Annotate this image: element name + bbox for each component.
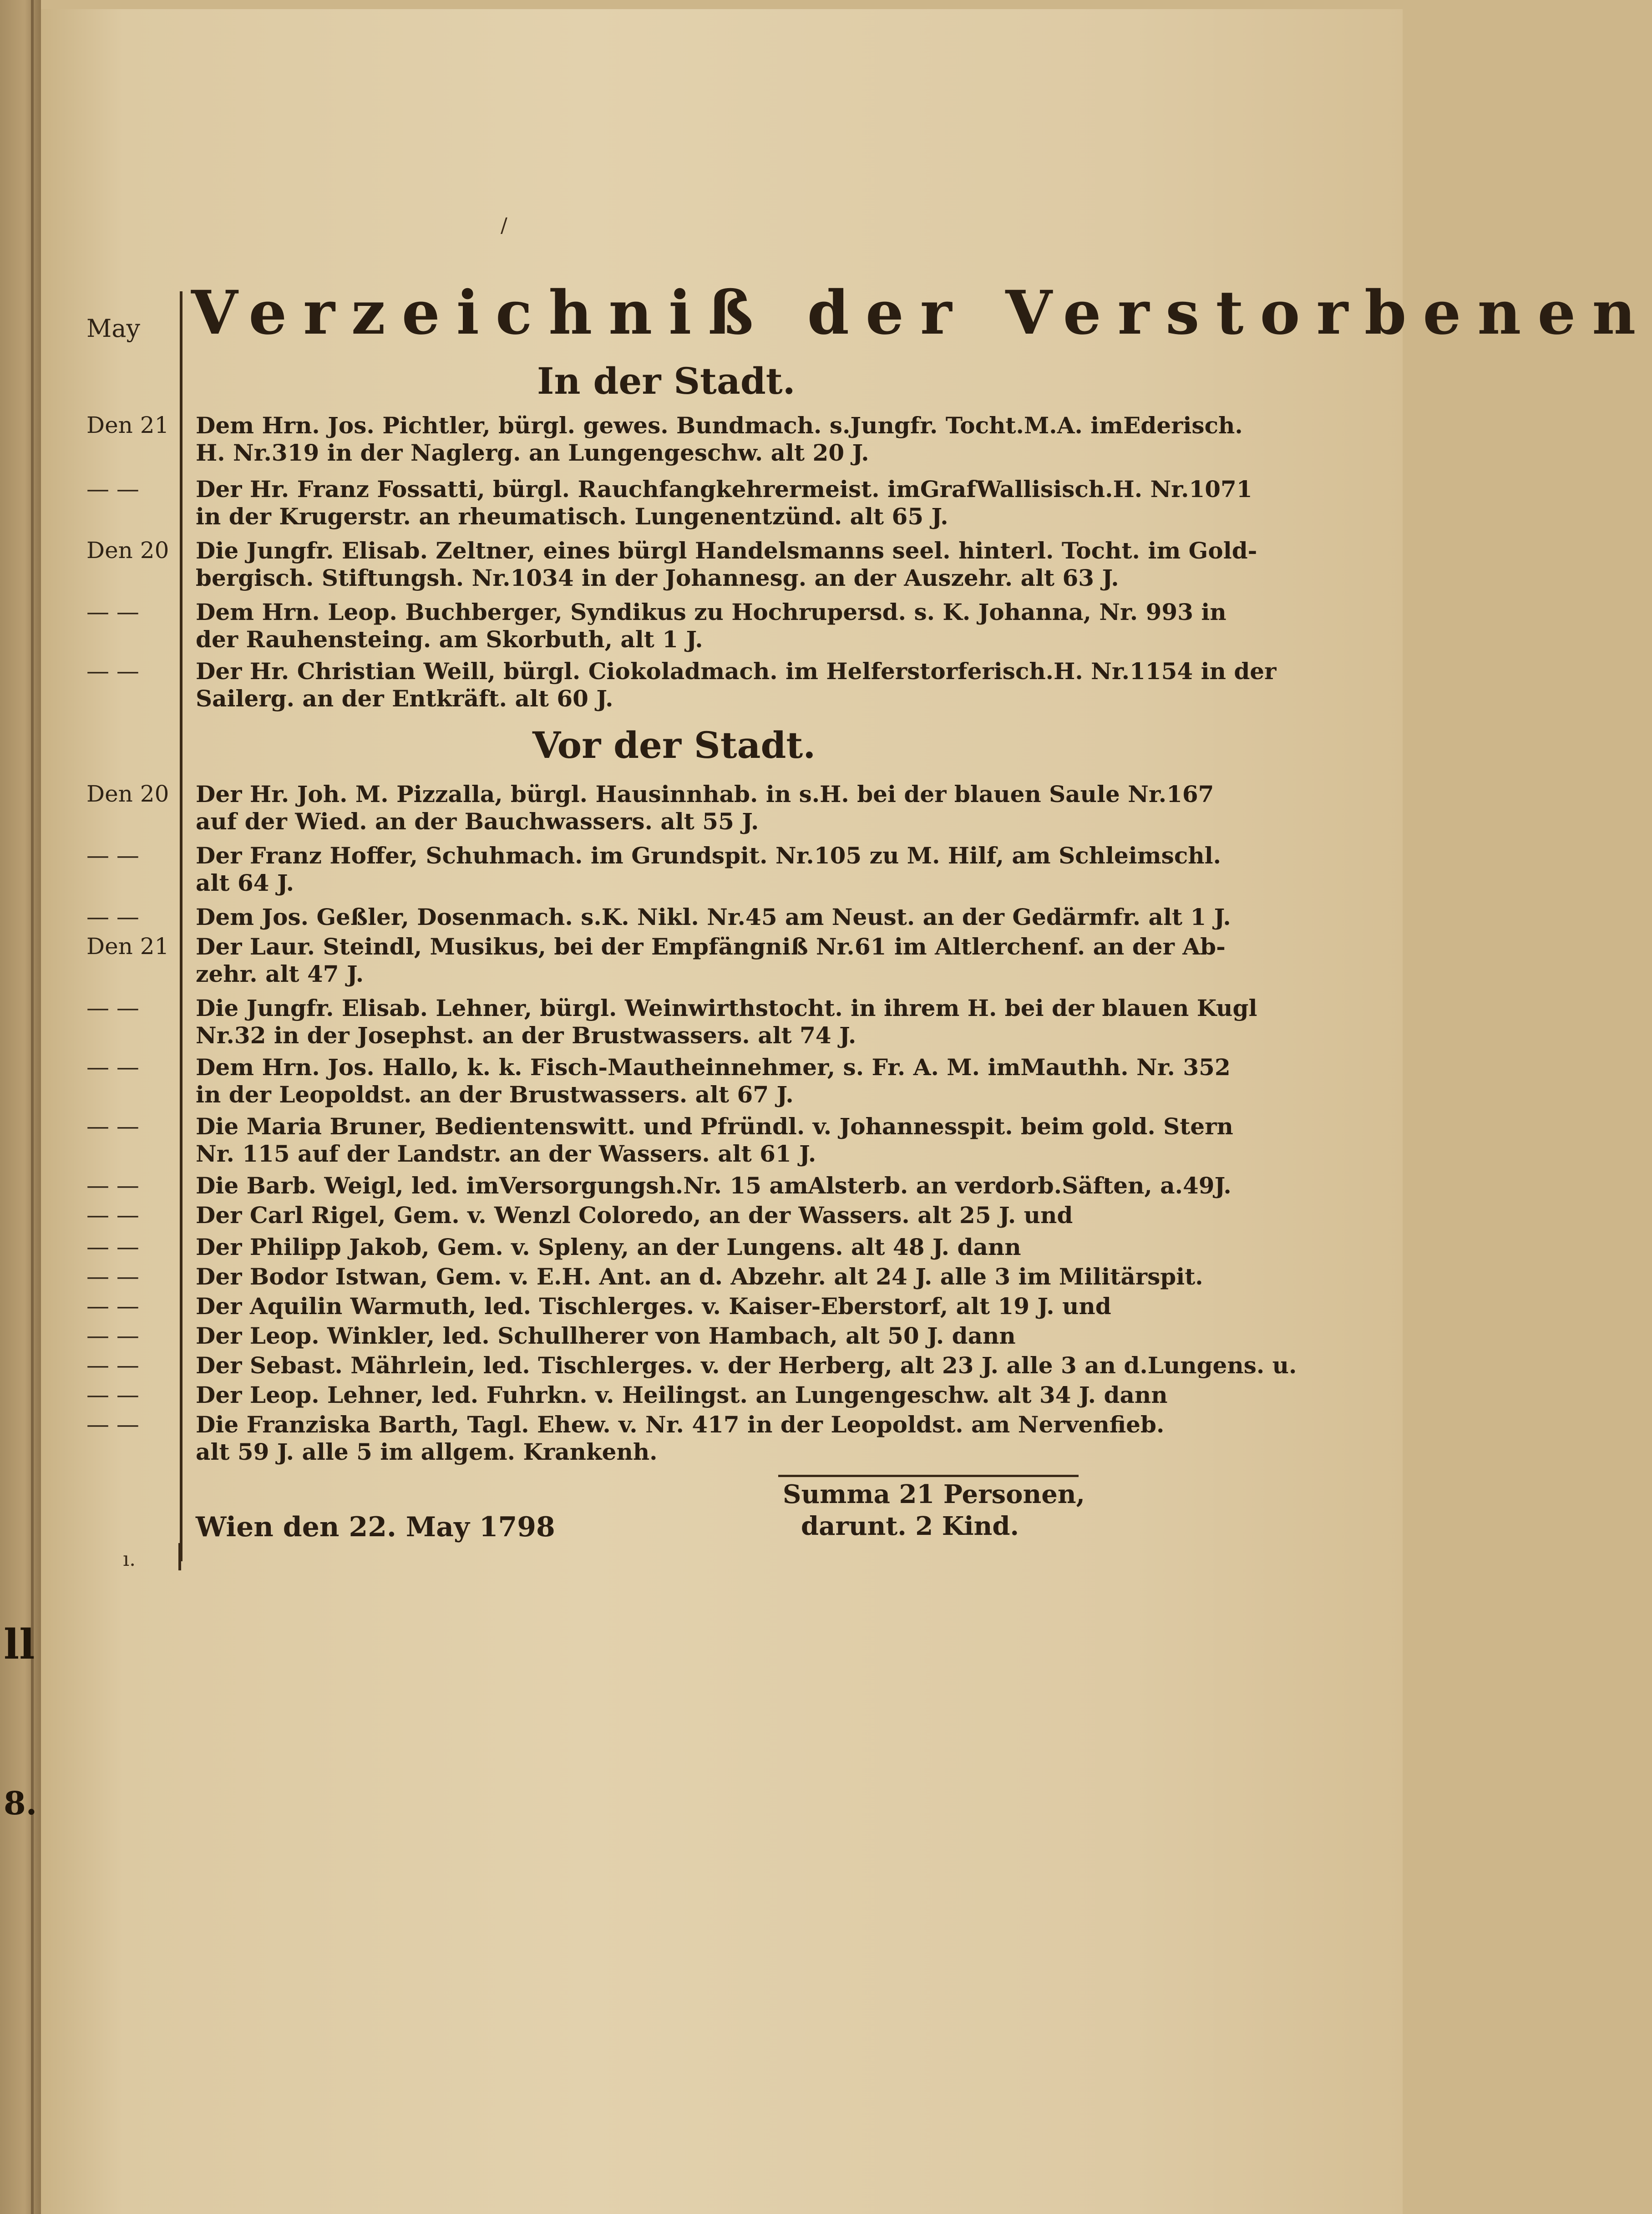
list-item bbox=[196, 1411, 1165, 1466]
list-item bbox=[196, 1172, 1231, 1199]
summa-total: Summa 21 Personen, bbox=[783, 1479, 1085, 1509]
section-heading-suburbs: Vor der Stadt. bbox=[532, 724, 816, 767]
entry-date: — — bbox=[86, 995, 139, 1021]
page-title: Verzeichniß der Verstorbenen bbox=[191, 278, 1652, 348]
list-item bbox=[196, 1293, 1147, 1320]
entry-line: Die Jungfr. Elisab. Lehner, bürgl. Weinwirthstocht. in ihrem H. bei der blauen Kugl bbox=[196, 995, 1257, 1021]
list-item bbox=[196, 995, 1257, 1049]
list-item bbox=[196, 1202, 1147, 1229]
entry-line: Der Leop. Lehner, led. Fuhrkn. v. Heilingst. an Lungengeschw. alt 34 J. dann bbox=[196, 1381, 1168, 1408]
entry-date: — — bbox=[86, 1263, 139, 1290]
list-item bbox=[196, 1381, 1168, 1409]
entry-date: — — bbox=[86, 1293, 139, 1319]
entry-line: Nr. 115 auf der Landstr. an der Wassers. alt 61 J. bbox=[196, 1140, 816, 1167]
entry-date: — — bbox=[86, 1322, 139, 1349]
list-item bbox=[196, 933, 1226, 988]
entry-date: Den 20 bbox=[86, 537, 169, 564]
month-label: May bbox=[86, 314, 140, 343]
list-item bbox=[196, 658, 1277, 712]
list-item bbox=[196, 1234, 1147, 1261]
summa-children: darunt. 2 Kind. bbox=[801, 1511, 1019, 1541]
entry-line: H. Nr.319 in der Naglerg. an Lungengeschw. alt 20 J. bbox=[196, 439, 869, 466]
entry-line: alt 64 J. bbox=[196, 869, 294, 896]
list-item bbox=[196, 1113, 1233, 1168]
entry-line: Dem Jos. Geßler, Dosenmach. s.K. Nikl. Nr.45 am Neust. an der Gedärmfr. alt 1 J. bbox=[196, 904, 1231, 930]
entry-line: Die Barb. Weigl, led. imVersorgungsh.Nr. 15 amAlsterb. an verdorb.Säften, a.49J. bbox=[196, 1172, 1231, 1199]
entry-date: — — bbox=[86, 1411, 139, 1437]
section-heading-city: In der Stadt. bbox=[537, 360, 796, 402]
list-item bbox=[196, 1352, 1297, 1379]
entry-line: der Rauhensteing. am Skorbuth, alt 1 J. bbox=[196, 626, 703, 653]
entry-line: Der Hr. Christian Weill, bürgl. Ciokoladmach. im Helferstorferisch.H. Nr.1154 in der bbox=[196, 658, 1277, 685]
ink-mark: ı. bbox=[123, 1548, 136, 1571]
book-gutter bbox=[0, 0, 41, 2214]
list-item bbox=[196, 1263, 1203, 1290]
spine-edge bbox=[31, 0, 34, 2214]
list-item bbox=[196, 842, 1221, 897]
list-item bbox=[196, 537, 1257, 592]
list-item bbox=[196, 599, 1226, 653]
entry-date: — — bbox=[86, 1202, 139, 1228]
entry-date: — — bbox=[86, 904, 139, 930]
entry-date: — — bbox=[86, 476, 139, 502]
list-item bbox=[196, 781, 1214, 835]
entry-date: — — bbox=[86, 599, 139, 625]
entry-line: Der Bodor Istwan, Gem. v. E.H. Ant. an d. Abzehr. alt 24 J. alle 3 im Militärspit. bbox=[196, 1263, 1203, 1290]
entry-line: Sailerg. an der Entkräft. alt 60 J. bbox=[196, 685, 613, 712]
list-item bbox=[196, 1322, 1147, 1350]
entry-line: alt 59 J. alle 5 im allgem. Krankenh. bbox=[196, 1438, 658, 1465]
entry-date: Den 20 bbox=[86, 781, 169, 807]
entry-date: — — bbox=[86, 1172, 139, 1198]
place-date: Wien den 22. May 1798 bbox=[196, 1511, 555, 1543]
list-item bbox=[196, 476, 1252, 530]
entry-line: zehr. alt 47 J. bbox=[196, 960, 364, 987]
list-item bbox=[196, 1054, 1231, 1108]
list-item bbox=[196, 412, 1243, 467]
entry-date: — — bbox=[86, 1381, 139, 1408]
entry-line: Der Franz Hoffer, Schuhmach. im Grundspit. Nr.105 zu M. Hilf, am Schleimschl. bbox=[196, 842, 1221, 869]
entry-date: Den 21 bbox=[86, 933, 169, 960]
rule-stub bbox=[178, 1543, 181, 1570]
entry-line: Dem Hrn. Leop. Buchberger, Syndikus zu Hochrupersd. s. K. Johanna, Nr. 993 in bbox=[196, 599, 1226, 625]
list-item bbox=[196, 904, 1231, 931]
entry-date: — — bbox=[86, 1234, 139, 1260]
entry-line: Der Aquilin Warmuth, led. Tischlerges. v. Kaiser-Eberstorf, alt 19 J. und bbox=[196, 1293, 1111, 1320]
entry-line: Nr.32 in der Josephst. an der Brustwassers. alt 74 J. bbox=[196, 1022, 856, 1049]
previous-page-edge-text: ll bbox=[4, 1620, 35, 1669]
entry-line: in der Leopoldst. an der Brustwassers. alt 67 J. bbox=[196, 1081, 794, 1108]
entry-line: Die Jungfr. Elisab. Zeltner, eines bürgl Handelsmanns seel. hinterl. Tocht. im Gold- bbox=[196, 537, 1257, 564]
entry-date: Den 21 bbox=[86, 412, 169, 438]
entry-line: Der Carl Rigel, Gem. v. Wenzl Coloredo, an der Wassers. alt 25 J. und bbox=[196, 1202, 1073, 1229]
entry-date: — — bbox=[86, 658, 139, 684]
entry-line: Der Leop. Winkler, led. Schullherer von Hambach, alt 50 J. dann bbox=[196, 1322, 1016, 1349]
entry-line: Der Philipp Jakob, Gem. v. Spleny, an der Lungens. alt 48 J. dann bbox=[196, 1234, 1021, 1260]
entry-line: Die Maria Bruner, Bedientenswitt. und Pfründl. v. Johannesspit. beim gold. Stern bbox=[196, 1113, 1233, 1140]
entry-date: — — bbox=[86, 1054, 139, 1080]
entry-line: Der Sebast. Mährlein, led. Tischlerges. v. der Herberg, alt 23 J. alle 3 an d.Lungens. u. bbox=[196, 1352, 1297, 1379]
summa-rule bbox=[778, 1475, 1079, 1477]
entry-line: Dem Hrn. Jos. Pichtler, bürgl. gewes. Bundmach. s.Jungfr. Tocht.M.A. imEderisch. bbox=[196, 412, 1243, 439]
ink-mark: / bbox=[501, 214, 507, 237]
previous-page-edge-text: 8. bbox=[4, 1784, 37, 1822]
entry-line: Dem Hrn. Jos. Hallo, k. k. Fisch-Mautheinnehmer, s. Fr. A. M. imMauthh. Nr. 352 bbox=[196, 1054, 1231, 1081]
entry-line: Der Hr. Franz Fossatti, bürgl. Rauchfangkehrermeist. imGrafWallisisch.H. Nr.1071 bbox=[196, 476, 1252, 503]
entry-date: — — bbox=[86, 1113, 139, 1139]
entry-line: Der Laur. Steindl, Musikus, bei der Empfängniß Nr.61 im Altlerchenf. an der Ab- bbox=[196, 933, 1226, 960]
entry-line: Der Hr. Joh. M. Pizzalla, bürgl. Hausinnhab. in s.H. bei der blauen Saule Nr.167 bbox=[196, 781, 1214, 807]
entry-line: bergisch. Stiftungsh. Nr.1034 in der Johannesg. an der Auszehr. alt 63 J. bbox=[196, 564, 1119, 591]
entry-date: — — bbox=[86, 1352, 139, 1378]
margin-rule bbox=[180, 291, 182, 1561]
entry-date: — — bbox=[86, 842, 139, 868]
entry-line: in der Krugerstr. an rheumatisch. Lungenentzünd. alt 65 J. bbox=[196, 503, 948, 530]
entry-line: Die Franziska Barth, Tagl. Ehew. v. Nr. 417 in der Leopoldst. am Nervenfieb. bbox=[196, 1411, 1165, 1438]
entry-line: auf der Wied. an der Bauchwassers. alt 55 J. bbox=[196, 808, 759, 835]
